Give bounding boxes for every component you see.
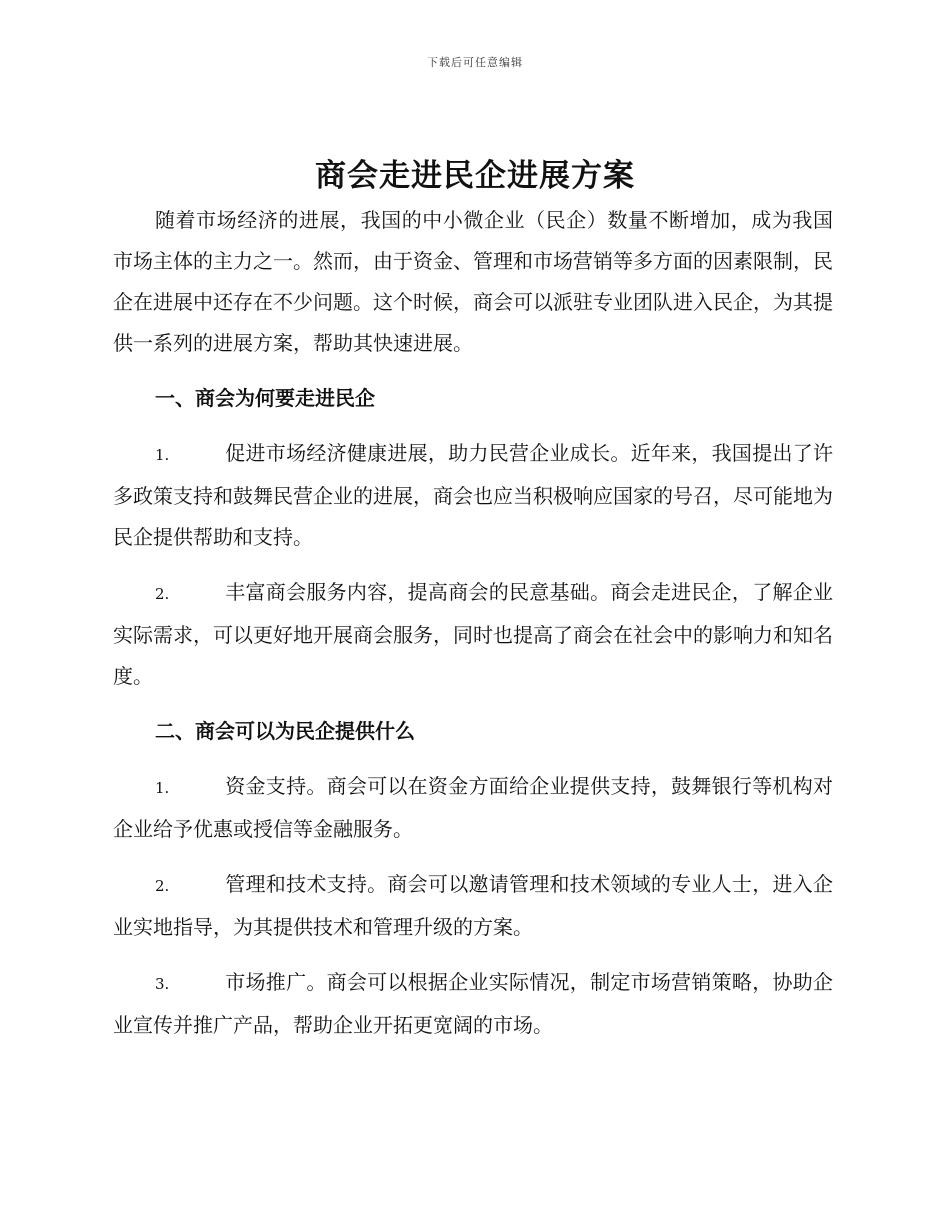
section-heading-1: 一、商会为何要走进民企 <box>155 386 375 410</box>
item-number: 3. <box>155 975 170 993</box>
item-number: 1. <box>155 446 170 464</box>
item-text: 资金支持。商会可以在资金方面给企业提供支持，鼓舞银行等机构对企业给予优惠或授信等金融服务。 <box>113 774 833 841</box>
item-text: 市场推广。商会可以根据企业实际情况，制定市场营销策略，协助企业宣传并推广产品，帮助企业开拓更宽阔的市场。 <box>113 970 833 1037</box>
document-title: 商会走进民企进展方案 <box>315 158 635 194</box>
item-text: 促进市场经济健康进展，助力民营企业成长。近年来，我国提出了许多政策支持和鼓舞民营企业的进展，商会也应当积极响应国家的号召，尽可能地为民企提供帮助和支持。 <box>113 441 833 549</box>
item-number: 1. <box>155 779 170 797</box>
item-number: 2. <box>155 877 170 895</box>
page-header: 下载后可任意编辑 <box>427 56 523 69</box>
section-heading-2: 二、商会可以为民企提供什么 <box>155 719 415 743</box>
list-item <box>113 962 833 1046</box>
item-text: 丰富商会服务内容，提高商会的民意基础。商会走进民企，了解企业实际需求，可以更好地开展商会服务，同时也提高了商会在社会中的影响力和知名度。 <box>113 580 833 688</box>
document-body <box>113 200 833 1060</box>
intro-paragraph: 随着市场经济的进展，我国的中小微企业（民企）数量不断增加，成为我国市场主体的主力之一。然而，由于资金、管理和市场营销等多方面的因素限制，民企在进展中还存在不少问题。这个时候，商会可以派驻专业团队进入民企，为其提供一系列的进展方案，帮助其快速进展。 <box>113 208 833 355</box>
list-item <box>113 864 833 948</box>
item-text: 管理和技术支持。商会可以邀请管理和技术领域的专业人士，进入企业实地指导，为其提供技术和管理升级的方案。 <box>113 872 833 939</box>
list-item <box>113 766 833 850</box>
item-number: 2. <box>155 585 170 603</box>
list-item <box>113 433 833 558</box>
list-item <box>113 572 833 697</box>
